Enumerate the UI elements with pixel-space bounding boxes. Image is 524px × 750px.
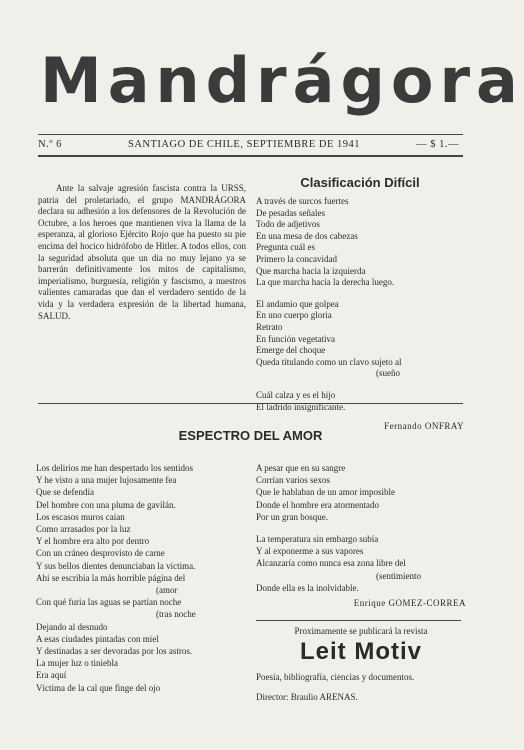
poem-line: Que marcha hacia la izquierda [256, 265, 366, 276]
place-date: SANTIAGO DE CHILE, SEPTIEMBRE DE 1941 [128, 139, 360, 150]
poem-line: Y sus bellos dientes denunciaban la víctima. [36, 560, 196, 571]
poem-line: Donde el hombre era atormentado [256, 499, 379, 510]
poem-line: Y destinadas a ser devoradas por los astros. [36, 646, 193, 657]
poem-line: Primero la concavidad [256, 253, 337, 264]
notice-description: Poesía, bibliografía, ciencias y documentos. [256, 672, 415, 682]
poem-line: Emerge del choque [256, 345, 326, 356]
notice-prox: Proximamente se publicará la revista [294, 626, 428, 636]
poem-line: Y el hombre era alto por dentro [36, 536, 150, 547]
dateline-bar [38, 134, 463, 157]
espectro-right-poem [256, 462, 466, 594]
poem-line: Dejando al desnudo [36, 621, 108, 632]
poem-line: Retrato [256, 321, 283, 332]
manifesto-column [38, 183, 246, 322]
poem-line: (tras noche [156, 609, 196, 620]
poem-line: En una mesa de dos cabezas [256, 230, 358, 241]
poem-line: La temperatura sin embargo subía [256, 534, 379, 545]
poem-line: Ahí se escribía la más horrible página del [36, 572, 186, 583]
poem-line: Víctima de la cal que finge del ojo [36, 682, 161, 693]
poem-line: Con qué furia las aguas se partían noche [36, 597, 182, 608]
espectro-author: Enrique GOMEZ-CORREA [353, 598, 466, 609]
poem-line: Los delirios me han despertado los sentidos [36, 463, 193, 473]
espectro-title: ESPECTRO DEL AMOR [178, 428, 323, 443]
poem-line: El ladrido insignificante. [256, 401, 346, 412]
poem-line: La mujer luz o tiniebla [36, 658, 118, 669]
stanza-gap [256, 289, 464, 299]
poem-line: En función vegetativa [256, 333, 335, 344]
poem-line: (sentimiento [376, 570, 421, 581]
poem-line: Que se defendía [36, 487, 94, 498]
poem-line: A pesar que en su sangre [256, 463, 346, 473]
stanza-gap [256, 523, 466, 533]
section-divider [38, 403, 463, 404]
stanza-gap [256, 380, 464, 390]
poem-line: Los escasos muros caían [36, 511, 125, 522]
clasificacion-column [256, 175, 464, 431]
clasificacion-title: Clasificación Difícil [300, 175, 420, 190]
poem-line: Que le hablaban de un amor imposible [256, 487, 395, 498]
notice-divider [256, 620, 461, 621]
poem-line: Todo de adjetivos [256, 219, 320, 230]
poem-line: Por un gran bosque. [256, 511, 328, 522]
clasificacion-author: Fernando ONFRAY [384, 421, 464, 432]
poem-line: A través de surcos fuertes [256, 196, 349, 206]
masthead-title: Mandrágora [40, 44, 524, 117]
poem-line: Como arrasados por la luz [36, 524, 131, 535]
espectro-right-column [256, 462, 466, 608]
poem-line: Con un cráneo desprovisto de carne [36, 548, 165, 559]
issue-price: — $ 1.— [416, 139, 459, 150]
clasificacion-poem [256, 196, 464, 413]
poem-line: La que marcha hacia la derecha luego. [256, 277, 395, 288]
poem-line: Cuál calza y es el hijo [256, 389, 336, 400]
espectro-left-column [36, 462, 246, 694]
poem-line: De pesadas señales [256, 207, 325, 218]
poem-line: Del hombre con una pluma de gavilán. [36, 499, 176, 510]
poem-line: Y al exponerme a sus vapores [256, 546, 364, 557]
poem-line: Queda titulando como un clavo sujeto al [256, 356, 402, 367]
poem-line: En uno cuerpo gloria [256, 310, 332, 321]
poem-line: Alcanzaría como nunca esa zona libre del [256, 558, 406, 569]
poem-line: (amor [156, 585, 178, 596]
issue-number: N.º 6 [38, 139, 62, 150]
poem-line: Y he visto a una mujer lujosamente fea [36, 475, 177, 486]
poem-line: El andamio que golpea [256, 298, 339, 309]
poem-line: A esas ciudades pintadas con miel [36, 633, 159, 644]
poem-line: Corrían varios sexos [256, 475, 330, 486]
poem-line: Pregunta cuál es [256, 242, 315, 253]
poem-line: Donde ella es la inolvidable. [256, 582, 359, 593]
leit-motiv-notice [256, 626, 466, 702]
notice-magazine-name: Leit Motiv [300, 638, 422, 665]
poem-line: Era aquí [36, 670, 67, 681]
manifesto-text: Ante la salvaje agresión fascista contra la URSS, patria del proletariado, el grupo MANDRÁGORA declara su adhesión a los defensores de la Revolución de Octubre, a los heroes que mantienen viva la llama de la esperanza, al glorioso Ejército Rojo que ha puesto su pie encima del hocico hidrófobo de Hitler. A todos ellos, con la seguridad absoluta que un dia no muy lejano ya se barrerán definitivamente los mitos de capitalismo, imperialismo, burguesía, religión y fascismo, a nuestros valientes camaradas que dan el verdadero sentido de la vida y la verdadera expresión de la libertad humana, SALUD. [38, 183, 246, 321]
notice-director: Director: Braulio ARENAS. [256, 691, 358, 702]
poem-line: (sueño [376, 368, 400, 379]
